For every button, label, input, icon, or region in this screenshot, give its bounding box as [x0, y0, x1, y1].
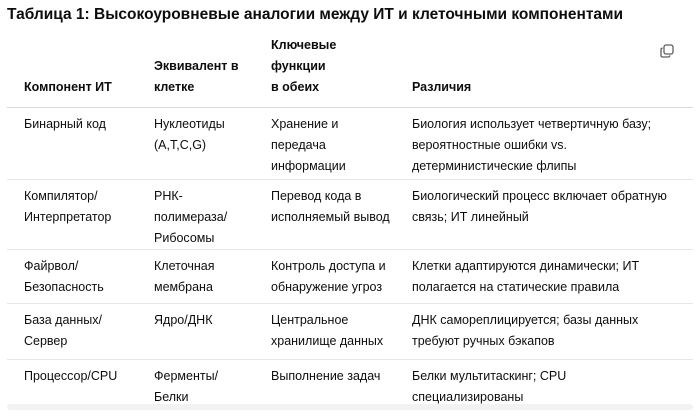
column-header-cell-equivalent: Эквивалент в клетке — [137, 28, 254, 108]
table-cell: Биология использует четвертичную базу; вероятностные ошибки vs. детерминистические флипы — [395, 108, 693, 180]
horizontal-scrollbar[interactable] — [7, 404, 693, 410]
table-cell: Центральное хранилище данных — [254, 304, 395, 360]
table-cell: ДНК самореплицируется; базы данных требуют ручных бэкапов — [395, 304, 693, 360]
table-row — [7, 304, 693, 360]
table-cell: Клеточная мембрана — [137, 250, 254, 304]
table-cell: Нуклеотиды (A,T,C,G) — [137, 108, 254, 180]
table-row — [7, 108, 693, 180]
column-header-it-component: Компонент ИТ — [7, 28, 137, 108]
table-cell: Биологический процесс включает обратную связь; ИТ линейный — [395, 180, 693, 250]
table-cell: Ферменты/Белки — [154, 369, 219, 404]
table-row — [7, 180, 693, 250]
table-cell: База данных/ Сервер — [7, 304, 137, 360]
table-cell: Контроль доступа и обнаружение угроз — [254, 250, 395, 304]
table-cell: Компилятор/ Интерпретатор — [7, 180, 137, 250]
column-header-differences: Различия — [395, 28, 693, 108]
table-header-row — [7, 28, 693, 108]
table-cell: Ядро/ДНК — [137, 304, 254, 360]
table-cell: Клетки адаптируются динамически; ИТ полагается на статические правила — [395, 250, 693, 304]
column-header-key-functions: Ключевые функции в обеих — [254, 28, 395, 108]
table-cell: Перевод кода в исполняемый вывод — [254, 180, 395, 250]
table-cell: Процессор/CPU — [24, 369, 118, 383]
table-cell: Белки мультитаскинг; CPU специализированы — [412, 369, 567, 404]
table-cell: Хранение и передача информации — [254, 108, 395, 180]
table-cell: Файрвол/ Безопасность — [7, 250, 137, 304]
table-cell: РНК- полимераза/ Рибосомы — [137, 180, 254, 250]
table-row — [7, 250, 693, 304]
table-cell: Бинарный код — [7, 108, 137, 180]
analogy-table — [7, 28, 693, 418]
table-cell: Выполнение задач — [271, 369, 381, 383]
table-title: Таблица 1: Высокоуровневые аналогии между ИТ и клеточными компонентами — [7, 6, 624, 23]
